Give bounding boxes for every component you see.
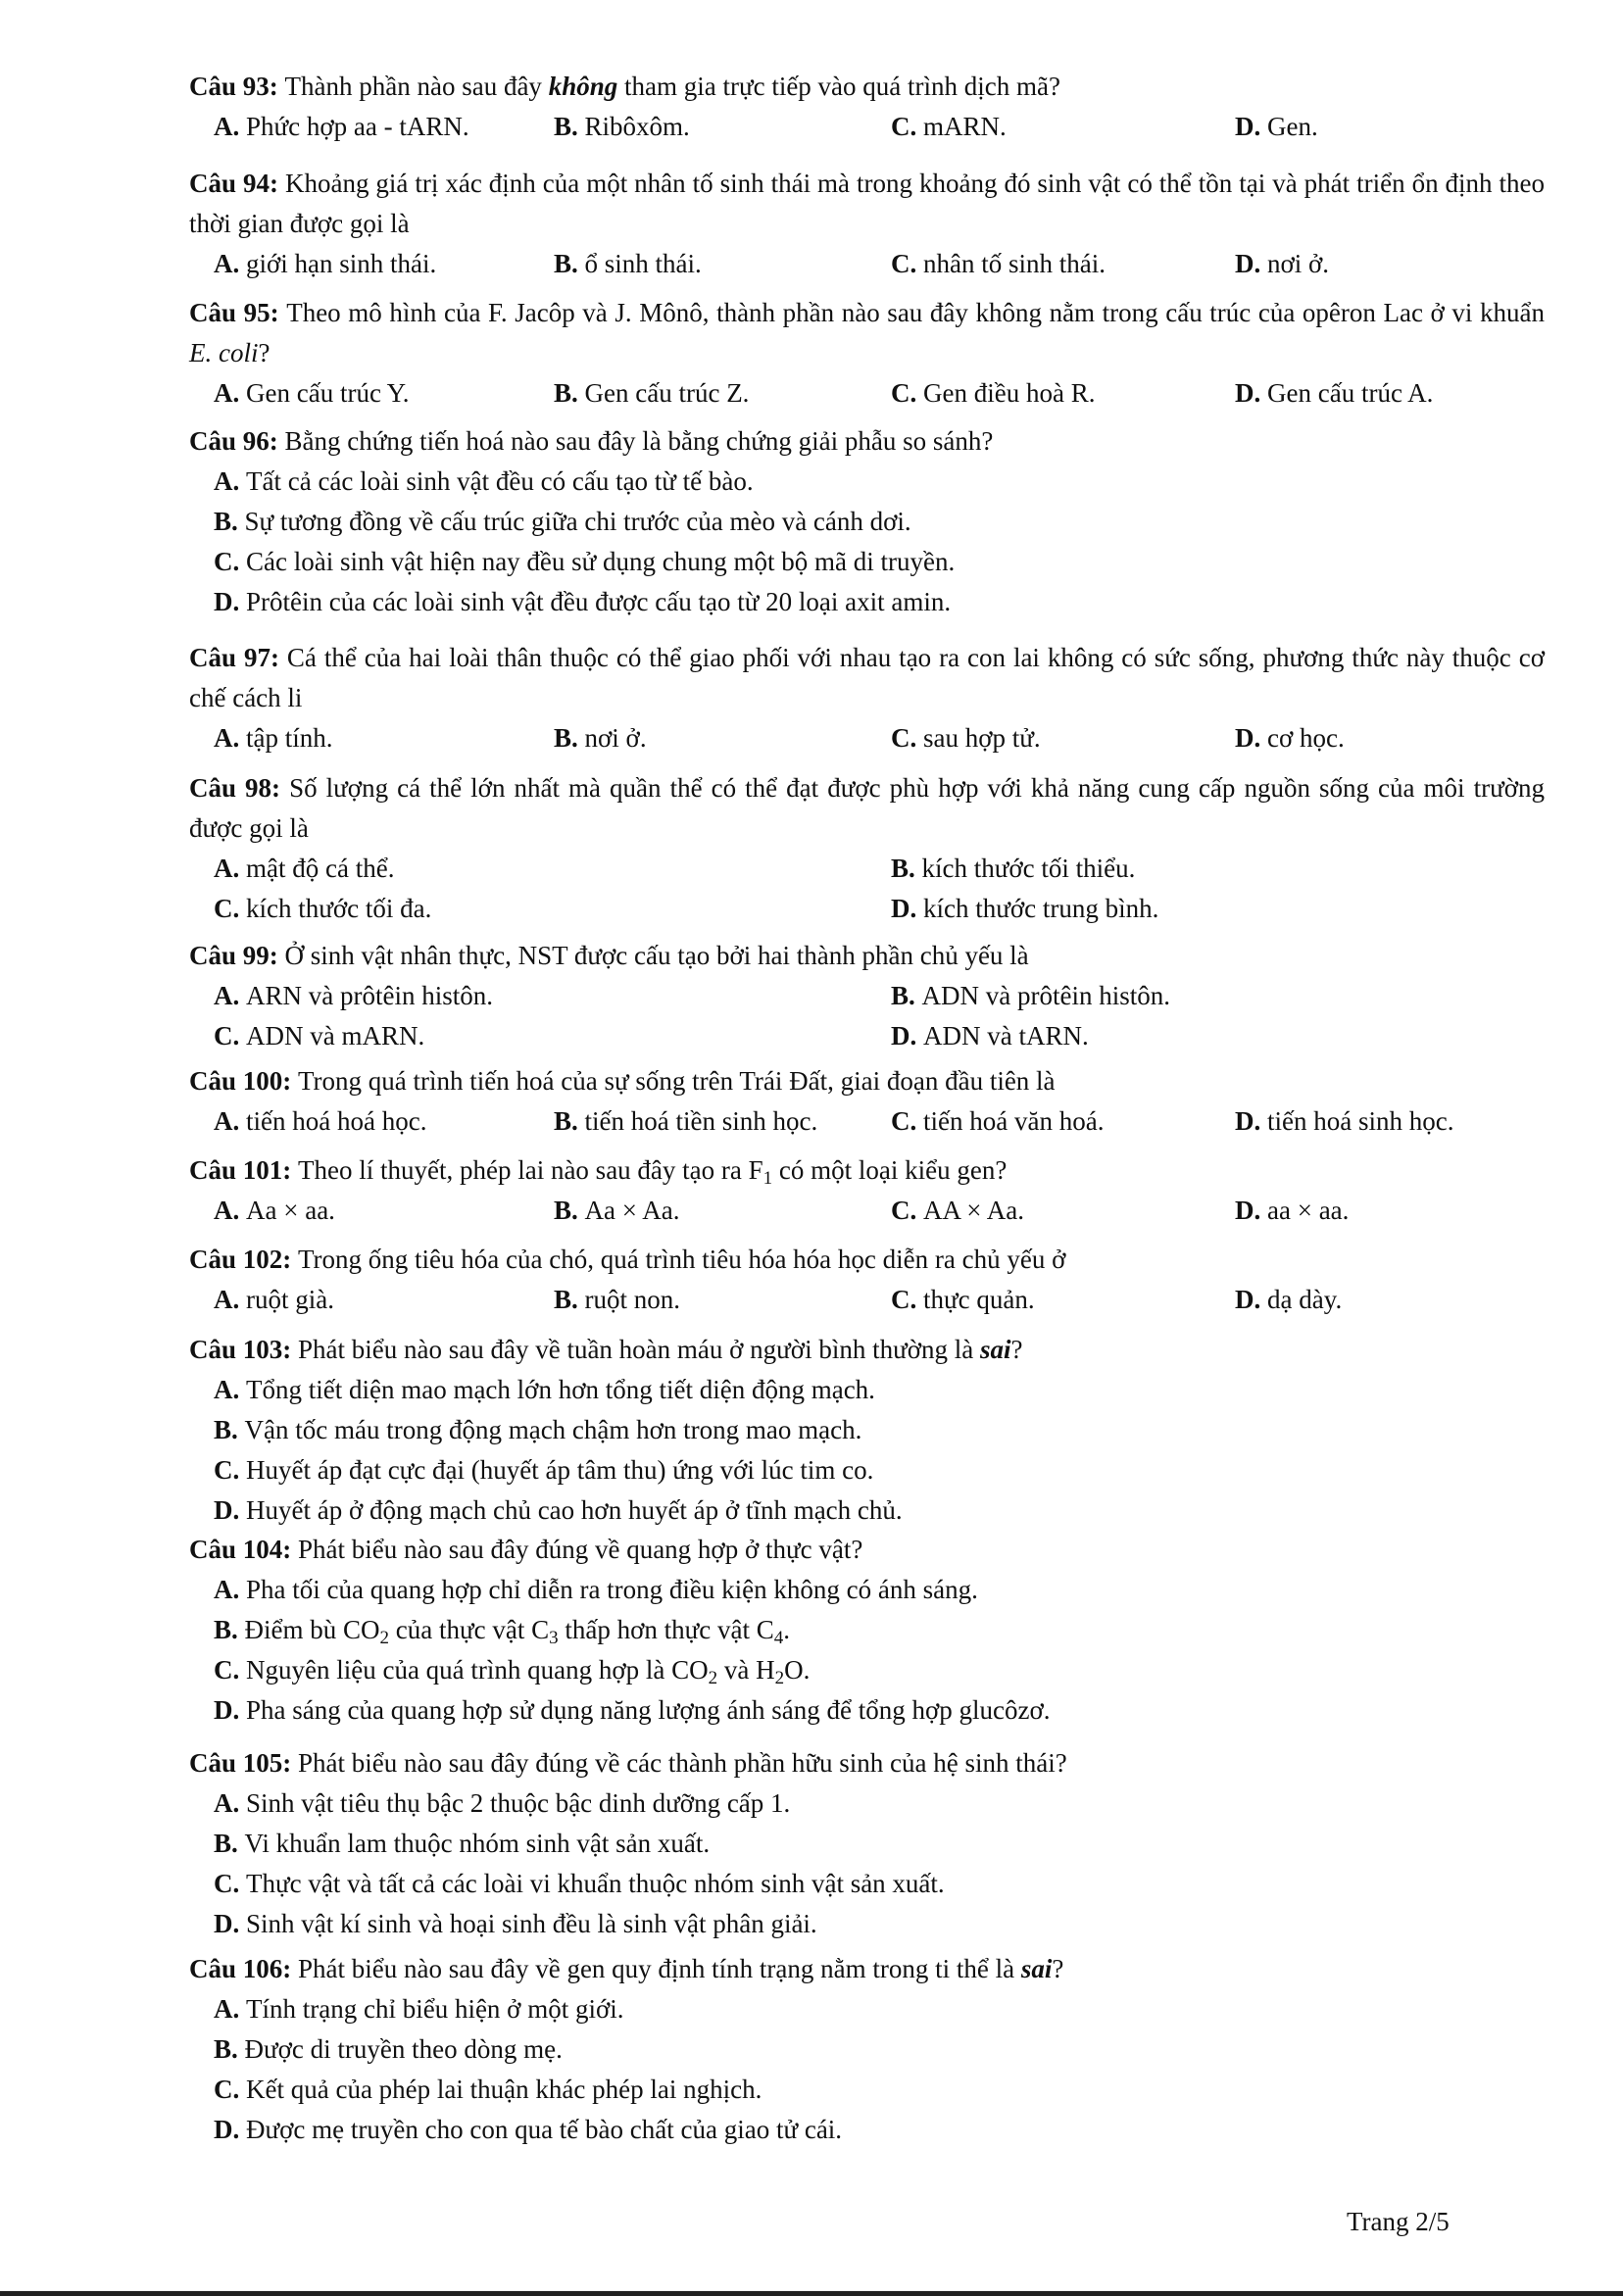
option-b: B. nơi ở. xyxy=(554,723,647,753)
options-row xyxy=(189,889,1545,929)
question-96 xyxy=(189,421,1545,622)
stem-text: có một loại kiểu gen? xyxy=(778,1155,1008,1185)
options-row xyxy=(189,1016,1545,1056)
options-row xyxy=(189,849,1545,889)
emphasis-word: không xyxy=(548,72,618,101)
option-b: B. ADN và prôtêin histôn. xyxy=(891,981,1170,1010)
question-stem xyxy=(189,421,1545,462)
option-d: D. Pha sáng của quang hợp sử dụng năng lượng ánh sáng để tổng hợp glucôzơ. xyxy=(214,1695,1051,1725)
stem-text: Theo mô hình của F. Jacôp và J. Mônô, thành phần nào sau đây không nằm trong cấu trúc của opêron Lac ở vi khuẩn xyxy=(286,298,1545,327)
stem-text: Theo lí thuyết, phép lai nào sau đây tạo ra F xyxy=(298,1155,763,1185)
question-number: Câu 101: xyxy=(189,1155,292,1185)
question-93 xyxy=(189,67,1545,147)
question-number: Câu 105: xyxy=(189,1748,292,1778)
question-95 xyxy=(189,293,1545,414)
option-b: B. Ribôxôm. xyxy=(554,112,690,141)
option-a: A. Gen cấu trúc Y. xyxy=(214,378,410,408)
species-name: E. coli xyxy=(189,338,259,367)
question-stem xyxy=(189,1743,1545,1783)
option-d: D. nơi ở. xyxy=(1235,249,1330,278)
stem-text: tham gia trực tiếp vào quá trình dịch mã? xyxy=(623,72,1060,101)
option-c: C. Kết quả của phép lai thuận khác phép lai nghịch. xyxy=(214,2075,762,2104)
scan-edge-line xyxy=(0,2291,1623,2296)
option-a: A. tập tính. xyxy=(214,723,333,753)
option-c: C. Huyết áp đạt cực đại (huyết áp tâm thu) ứng với lúc tim co. xyxy=(214,1455,874,1485)
options-row xyxy=(189,976,1545,1016)
question-number: Câu 96: xyxy=(189,426,278,456)
emphasis-word: sai xyxy=(1020,1954,1053,1983)
question-number: Câu 95: xyxy=(189,298,279,327)
question-stem xyxy=(189,67,1545,107)
options-row xyxy=(189,244,1545,284)
question-number: Câu 100: xyxy=(189,1066,292,1096)
option-c: C. mARN. xyxy=(891,112,1007,141)
question-number: Câu 103: xyxy=(189,1335,292,1364)
question-99 xyxy=(189,936,1545,1056)
option-d: D. ADN và tARN. xyxy=(891,1021,1089,1050)
question-97 xyxy=(189,638,1545,758)
question-stem xyxy=(189,1061,1545,1101)
stem-text: ? xyxy=(258,338,270,367)
question-stem xyxy=(189,293,1545,373)
option-d: D. Prôtêin của các loài sinh vật đều được cấu tạo từ 20 loại axit amin. xyxy=(214,587,952,616)
option-d: D. tiến hoá sinh học. xyxy=(1235,1106,1454,1136)
stem-text: Ở sinh vật nhân thực, NST được cấu tạo bởi hai thành phần chủ yếu là xyxy=(284,941,1029,970)
question-number: Câu 94: xyxy=(189,169,278,198)
question-number: Câu 93: xyxy=(189,72,278,101)
option-c: C. thực quản. xyxy=(891,1285,1035,1314)
question-number: Câu 98: xyxy=(189,773,281,803)
question-number: Câu 106: xyxy=(189,1954,292,1983)
stem-text: Bằng chứng tiến hoá nào sau đây là bằng chứng giải phẫu so sánh? xyxy=(284,426,994,456)
question-102 xyxy=(189,1240,1545,1320)
option-b: B. Được di truyền theo dòng mẹ. xyxy=(214,2034,563,2064)
question-94 xyxy=(189,164,1545,284)
option-c: C. kích thước tối đa. xyxy=(214,894,432,923)
options-row xyxy=(189,1191,1545,1231)
question-number: Câu 104: xyxy=(189,1535,292,1564)
option-c: C. sau hợp tử. xyxy=(891,723,1041,753)
stem-text: Trong ống tiêu hóa của chó, quá trình tiêu hóa hóa học diễn ra chủ yếu ở xyxy=(298,1245,1066,1274)
option-b: B. tiến hoá tiền sinh học. xyxy=(554,1106,818,1136)
question-106 xyxy=(189,1949,1545,2150)
option-b: B. Điểm bù $CO_2$ của thực vật $C_3$ thấp hơn thực vật $C_4$. xyxy=(214,1615,790,1648)
stem-text: Phát biểu nào sau đây về gen quy định tính trạng nằm trong ti thể là xyxy=(298,1954,1015,1983)
stem-text: Khoảng giá trị xác định của một nhân tố sinh thái mà trong khoảng đó sinh vật có thể tồn tại và phát triển ổn định theo thời gian được gọi là xyxy=(189,169,1546,238)
option-b: B. ruột non. xyxy=(554,1285,681,1314)
option-d: D. Huyết áp ở động mạch chủ cao hơn huyết áp ở tĩnh mạch chủ. xyxy=(214,1495,903,1525)
option-b: B. kích thước tối thiểu. xyxy=(891,854,1136,883)
question-104 xyxy=(189,1530,1545,1731)
option-c: C. nhân tố sinh thái. xyxy=(891,249,1106,278)
option-a: A. Tính trạng chỉ biểu hiện ở một giới. xyxy=(214,1994,624,2024)
option-d: D. cơ học. xyxy=(1235,723,1345,753)
stem-text: ? xyxy=(1010,1335,1023,1364)
question-stem xyxy=(189,1240,1545,1280)
stem-text: Cá thể của hai loài thân thuộc có thể giao phối với nhau tạo ra con lai không có sức sống, phương thức này thuộc cơ chế cách li xyxy=(189,643,1545,712)
stem-text: Phát biểu nào sau đây đúng về quang hợp ở thực vật? xyxy=(298,1535,863,1564)
option-a: A. Tất cả các loài sinh vật đều có cấu tạo từ tế bào. xyxy=(214,466,754,496)
question-stem xyxy=(189,768,1545,849)
option-c: C. Nguyên liệu của quá trình quang hợp là $CO_2$ và $H_2O$. xyxy=(214,1655,811,1688)
question-stem xyxy=(189,164,1545,244)
option-b: B. Vận tốc máu trong động mạch chậm hơn trong mao mạch. xyxy=(214,1415,862,1444)
option-d: D. Gen. xyxy=(1235,112,1318,141)
option-c: C. AA × Aa. xyxy=(891,1196,1024,1225)
stem-text: Phát biểu nào sau đây về tuần hoàn máu ở người bình thường là xyxy=(298,1335,974,1364)
option-b: B. ổ sinh thái. xyxy=(554,249,702,278)
stem-text: Thành phần nào sau đây xyxy=(284,72,542,101)
question-stem xyxy=(189,1530,1545,1570)
option-c: C. Thực vật và tất cả các loài vi khuẩn thuộc nhóm sinh vật sản xuất. xyxy=(214,1869,945,1898)
options-row xyxy=(189,718,1545,758)
question-stem xyxy=(189,1330,1545,1370)
option-b: B. Gen cấu trúc Z. xyxy=(554,378,750,408)
question-number: Câu 99: xyxy=(189,941,278,970)
option-a: A. Phức hợp aa - tARN. xyxy=(214,112,469,141)
stem-text: Phát biểu nào sau đây đúng về các thành phần hữu sinh của hệ sinh thái? xyxy=(298,1748,1067,1778)
option-c: C. tiến hoá văn hoá. xyxy=(891,1106,1105,1136)
subscript: 1 xyxy=(762,1168,773,1189)
option-a: A. Aa × aa. xyxy=(214,1196,335,1225)
option-d: D. Sinh vật kí sinh và hoại sinh đều là sinh vật phân giải. xyxy=(214,1909,817,1938)
option-d: D. Gen cấu trúc A. xyxy=(1235,378,1434,408)
question-number: Câu 97: xyxy=(189,643,279,672)
question-stem xyxy=(189,1150,1545,1191)
option-a: A. tiến hoá hoá học. xyxy=(214,1106,427,1136)
option-a: A. ARN và prôtêin histôn. xyxy=(214,981,493,1010)
option-b: B. Sự tương đồng về cấu trúc giữa chi trước của mèo và cánh dơi. xyxy=(214,507,911,536)
question-103 xyxy=(189,1330,1545,1531)
question-101 xyxy=(189,1150,1545,1231)
option-c: C. Gen điều hoà R. xyxy=(891,378,1096,408)
question-stem xyxy=(189,936,1545,976)
question-number: Câu 102: xyxy=(189,1245,292,1274)
stem-text: Số lượng cá thể lớn nhất mà quần thể có thể đạt được phù hợp với khả năng cung cấp nguồn sống của môi trường được gọi là xyxy=(189,773,1546,843)
question-105 xyxy=(189,1743,1545,1944)
stem-text: ? xyxy=(1052,1954,1064,1983)
options-row xyxy=(189,1280,1545,1320)
emphasis-word: sai xyxy=(980,1335,1011,1364)
question-stem xyxy=(189,1949,1545,1989)
option-b: B. Aa × Aa. xyxy=(554,1196,680,1225)
options-row xyxy=(189,373,1545,414)
option-b: B. Vi khuẩn lam thuộc nhóm sinh vật sản xuất. xyxy=(214,1829,711,1858)
question-stem xyxy=(189,638,1545,718)
option-a: A. Sinh vật tiêu thụ bậc 2 thuộc bậc dinh dưỡng cấp 1. xyxy=(214,1788,791,1818)
option-d: D. aa × aa. xyxy=(1235,1196,1350,1225)
option-d: D. dạ dày. xyxy=(1235,1285,1343,1314)
option-a: A. Pha tối của quang hợp chỉ diễn ra trong điều kiện không có ánh sáng. xyxy=(214,1575,978,1604)
options-row xyxy=(189,1101,1545,1142)
option-a: A. ruột già. xyxy=(214,1285,334,1314)
page-number: Trang 2/5 xyxy=(1347,2207,1450,2236)
options-row xyxy=(189,107,1545,147)
option-a: A. giới hạn sinh thái. xyxy=(214,249,437,278)
question-98 xyxy=(189,768,1545,929)
option-d: D. kích thước trung bình. xyxy=(891,894,1159,923)
option-c: C. Các loài sinh vật hiện nay đều sử dụng chung một bộ mã di truyền. xyxy=(214,547,956,576)
option-a: A. mật độ cá thể. xyxy=(214,854,395,883)
stem-text: Trong quá trình tiến hoá của sự sống trên Trái Đất, giai đoạn đầu tiên là xyxy=(298,1066,1056,1096)
question-100 xyxy=(189,1061,1545,1142)
option-d: D. Được mẹ truyền cho con qua tế bào chất của giao tử cái. xyxy=(214,2115,843,2144)
option-a: A. Tổng tiết diện mao mạch lớn hơn tổng tiết diện động mạch. xyxy=(214,1375,875,1404)
option-c: C. ADN và mARN. xyxy=(214,1021,425,1050)
